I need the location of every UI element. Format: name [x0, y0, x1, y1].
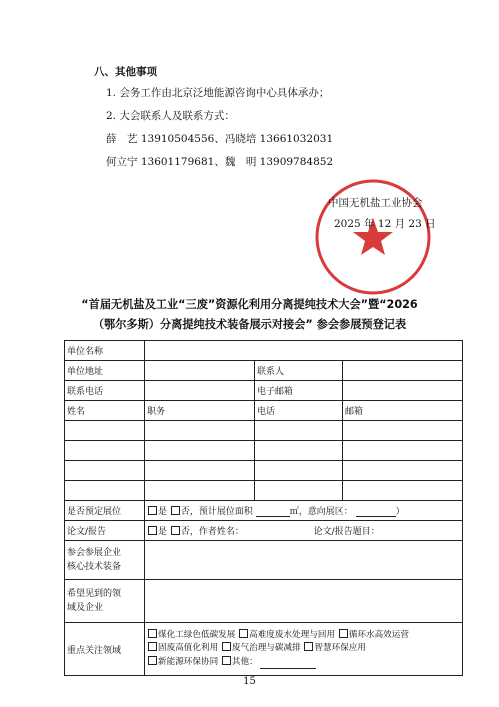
section-heading: 八、其他事项 — [94, 66, 157, 78]
focus-option-checkbox[interactable] — [222, 642, 231, 651]
col-phone-header: 电话 — [255, 401, 343, 421]
row-unit-address — [65, 361, 463, 381]
attendee-row — [65, 421, 463, 441]
col-email-header: 邮箱 — [343, 401, 463, 421]
focus-option-checkbox[interactable] — [148, 629, 157, 638]
hope-label: 希望见到的领 域及企业 — [65, 580, 145, 623]
row-hope — [65, 580, 463, 623]
attendee-row — [65, 461, 463, 481]
hope-field[interactable] — [145, 580, 463, 623]
contact-person-label: 联系人 — [255, 361, 343, 381]
focus-option-checkbox[interactable] — [222, 656, 231, 665]
row-focus — [65, 623, 463, 676]
booth-yes-checkbox[interactable] — [148, 506, 157, 515]
contact-person-field[interactable] — [343, 361, 463, 381]
item-2: 2. 大会联系人及联系方式： — [106, 110, 235, 122]
form-title-line-2: （鄂尔多斯）分离提纯技术装备展示对接会” 参会参展预登记表 — [92, 318, 407, 331]
attendee-row — [65, 481, 463, 501]
col-title-header: 职务 — [145, 401, 255, 421]
unit-name-label: 单位名称 — [65, 341, 145, 361]
signature-org: 中国无机盐工业协会 — [328, 197, 423, 209]
paper-yes-checkbox[interactable] — [148, 526, 157, 535]
focus-label: 重点关注领域 — [65, 623, 145, 676]
paper-field: 是 否，作者姓名： 论文/报告题目： — [145, 521, 463, 541]
form-title-line-1: “首届无机盐及工业“三废”资源化利用分离提纯技术大会”暨“2026 — [81, 298, 418, 311]
row-unit-name — [65, 341, 463, 361]
core-tech-field[interactable] — [145, 541, 463, 580]
booth-no-checkbox[interactable] — [171, 506, 180, 515]
paper-label: 论文/报告 — [65, 521, 145, 541]
attendee-row — [65, 441, 463, 461]
contact-line-1: 薛 艺 13910504556、冯晓培 13661032031 — [106, 133, 334, 145]
row-attendee-header — [65, 401, 463, 421]
focus-other-input[interactable] — [260, 668, 316, 669]
phone-field[interactable] — [145, 381, 255, 401]
page-number: 15 — [243, 676, 256, 687]
email-label: 电子邮箱 — [255, 381, 343, 401]
row-phone — [65, 381, 463, 401]
contact-line-2: 何立宁 13601179681、魏 明 13909784852 — [106, 156, 334, 168]
booth-field: 是 否，预计展位面积 ㎡，意向展区： ） — [145, 501, 463, 521]
booth-zone-input[interactable] — [356, 516, 396, 517]
focus-option-checkbox[interactable] — [148, 656, 157, 665]
email-field[interactable] — [343, 381, 463, 401]
booth-label: 是否预定展位 — [65, 501, 145, 521]
focus-option-checkbox[interactable] — [304, 642, 313, 651]
row-booth — [65, 501, 463, 521]
row-paper — [65, 521, 463, 541]
phone-label: 联系电话 — [65, 381, 145, 401]
item-1: 1. 会务工作由北京泛地能源咨询中心具体承办； — [106, 87, 330, 99]
unit-name-field[interactable] — [145, 341, 463, 361]
focus-option-checkbox[interactable] — [148, 642, 157, 651]
row-core-tech — [65, 541, 463, 580]
focus-option-checkbox[interactable] — [239, 629, 248, 638]
unit-address-field[interactable] — [145, 361, 255, 381]
unit-address-label: 单位地址 — [65, 361, 145, 381]
signature-date: 2025 年 12 月 23 日 — [334, 218, 436, 230]
focus-option-checkbox[interactable] — [339, 629, 348, 638]
paper-no-checkbox[interactable] — [171, 526, 180, 535]
booth-area-input[interactable] — [256, 516, 290, 517]
registration-table — [64, 340, 463, 676]
focus-field: 煤化工绿色低碳发展 高难度废水处理与回用 循环水高效运营 固废高值化利用 废气治理与碳减排 智慧环保应用 新能源环保协同 其他： — [145, 623, 463, 676]
core-tech-label: 参会参展企业 核心技术装备 — [65, 541, 145, 580]
col-name-header: 姓名 — [65, 401, 145, 421]
